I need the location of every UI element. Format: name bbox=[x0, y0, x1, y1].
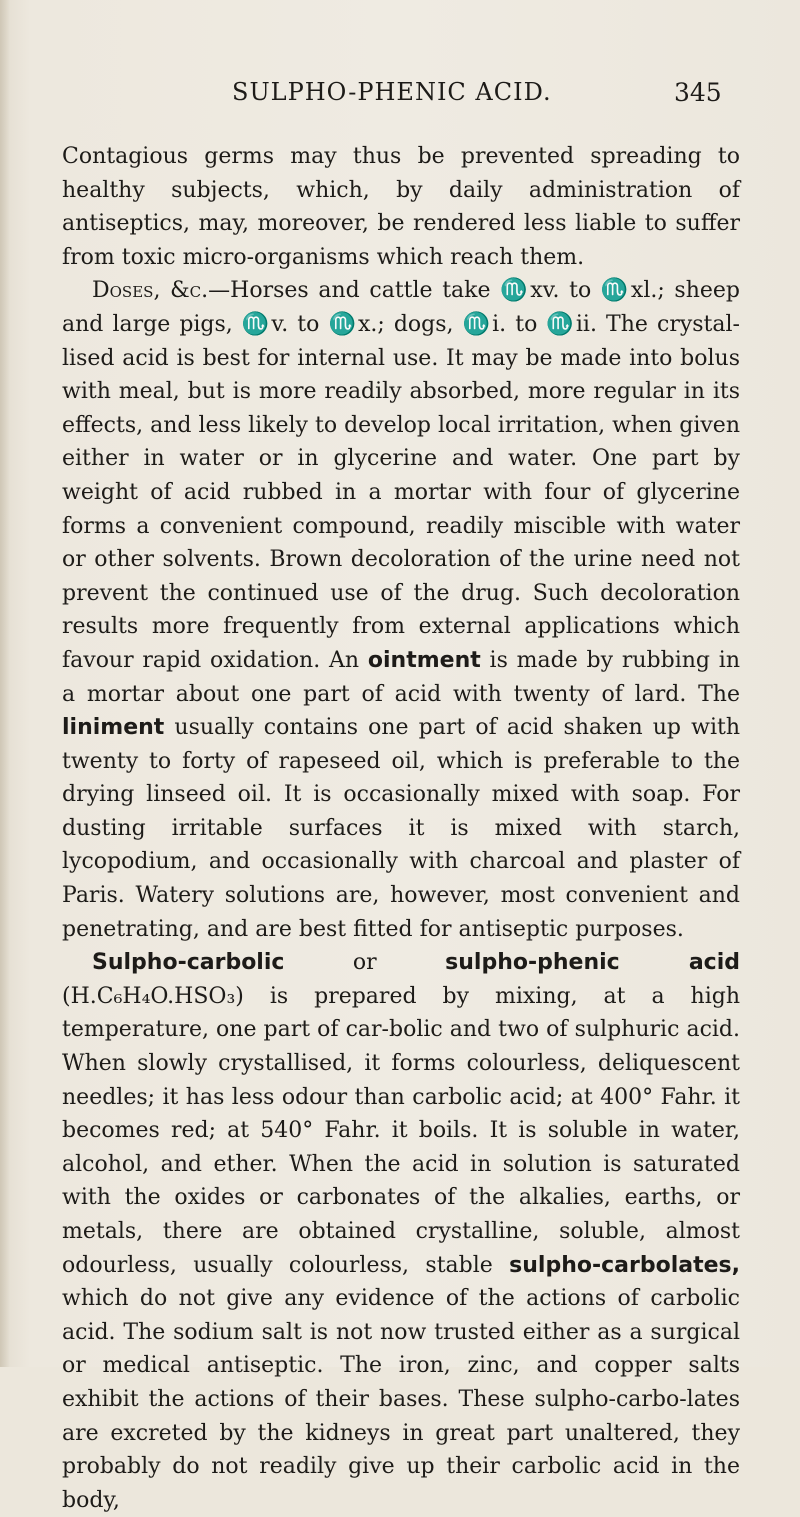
text-span: which do not give any evidence of the actions of carbolic acid. The sodium salt is not now trusted either as a surgical or medical antiseptic. The iron, zinc, and copper salts exhibit the actions of their bases. These sulpho-carbo-lates are excreted by the kidneys in great part unaltered, they probably do not readily give up their carbolic acid in the body, bbox=[62, 1286, 740, 1513]
term-sulpho-carbolates: sulpho-carbolates, bbox=[509, 1252, 740, 1278]
term-liniment: liniment bbox=[62, 715, 165, 741]
term-ointment: ointment bbox=[367, 647, 481, 673]
page-spine-shadow bbox=[0, 0, 10, 1367]
page-number: 345 bbox=[674, 78, 722, 107]
paragraph-doses bbox=[62, 274, 740, 946]
text-span: (H.C₆H₄O.HSO₃) is prepared by mixing, at a high temperature, one part of car-bolic and two of sulphuric acid. When slowly crystallised, it forms colourless, deliquescent needles; it has less odour than carbolic acid; at 400° Fahr. it becomes red; at 540° Fahr. it boils. It is soluble in water, alcohol, and ether. When the acid in solution is saturated with the oxides or carbonates of the alkalies, earths, or metals, there are obtained crystalline, soluble, almost odourless, usually colourless, stable bbox=[62, 983, 740, 1278]
text-span: Contagious germs may thus be prevented spreading to healthy subjects, which, by daily administration of antiseptics, may, moreover, be rendered less liable to suffer from toxic micro-organisms which reach them. bbox=[62, 144, 740, 270]
term-sulpho-carbolic: Sulpho-carbolic bbox=[92, 950, 285, 976]
body-text bbox=[62, 140, 740, 1517]
running-title: SULPHO-PHENIC ACID. bbox=[232, 78, 552, 106]
term-sulpho-phenic-acid: sulpho-phenic acid bbox=[445, 950, 740, 976]
section-heading-doses: Doses, &c. bbox=[92, 278, 209, 304]
paragraph-contagious-germs bbox=[62, 140, 740, 274]
page-header bbox=[0, 78, 800, 118]
text-span: or bbox=[284, 950, 446, 976]
text-span: is made by rubbing in a mortar about one part of acid with twenty of lard. The bbox=[62, 647, 741, 707]
paragraph-sulpho-carbolic bbox=[62, 946, 740, 1517]
text-span: usually contains one part of acid shaken up with twenty to forty of rapeseed oil, which is preferable to the drying linseed oil. It is occasionally mixed with soap. For dusting irritable surfaces it is mixed with starch, lycopodium, and occasionally with charcoal and plaster of Paris. Watery solutions are, however, most convenient and penetrating, and are best fitted for antiseptic purposes. bbox=[62, 715, 740, 942]
text-span: —Horses and cattle take ♏xv. to ♏xl.; sheep and large pigs, ♏v. to ♏x.; dogs, ♏i. to ♏ii. The crystal-lised acid is best for internal use. It may be made into bolus with meal, but is more readily absorbed, more regular in its effects, and less likely to develop local irritation, when given either in water or in glycerine and water. One part by weight of acid rubbed in a mortar with four of glycerine forms a convenient compound, readily miscible with water or other solvents. Brown decoloration of the urine need not prevent the continued use of the drug. Such decoloration results more frequently from external applications which favour rapid oxidation. An bbox=[62, 278, 741, 673]
